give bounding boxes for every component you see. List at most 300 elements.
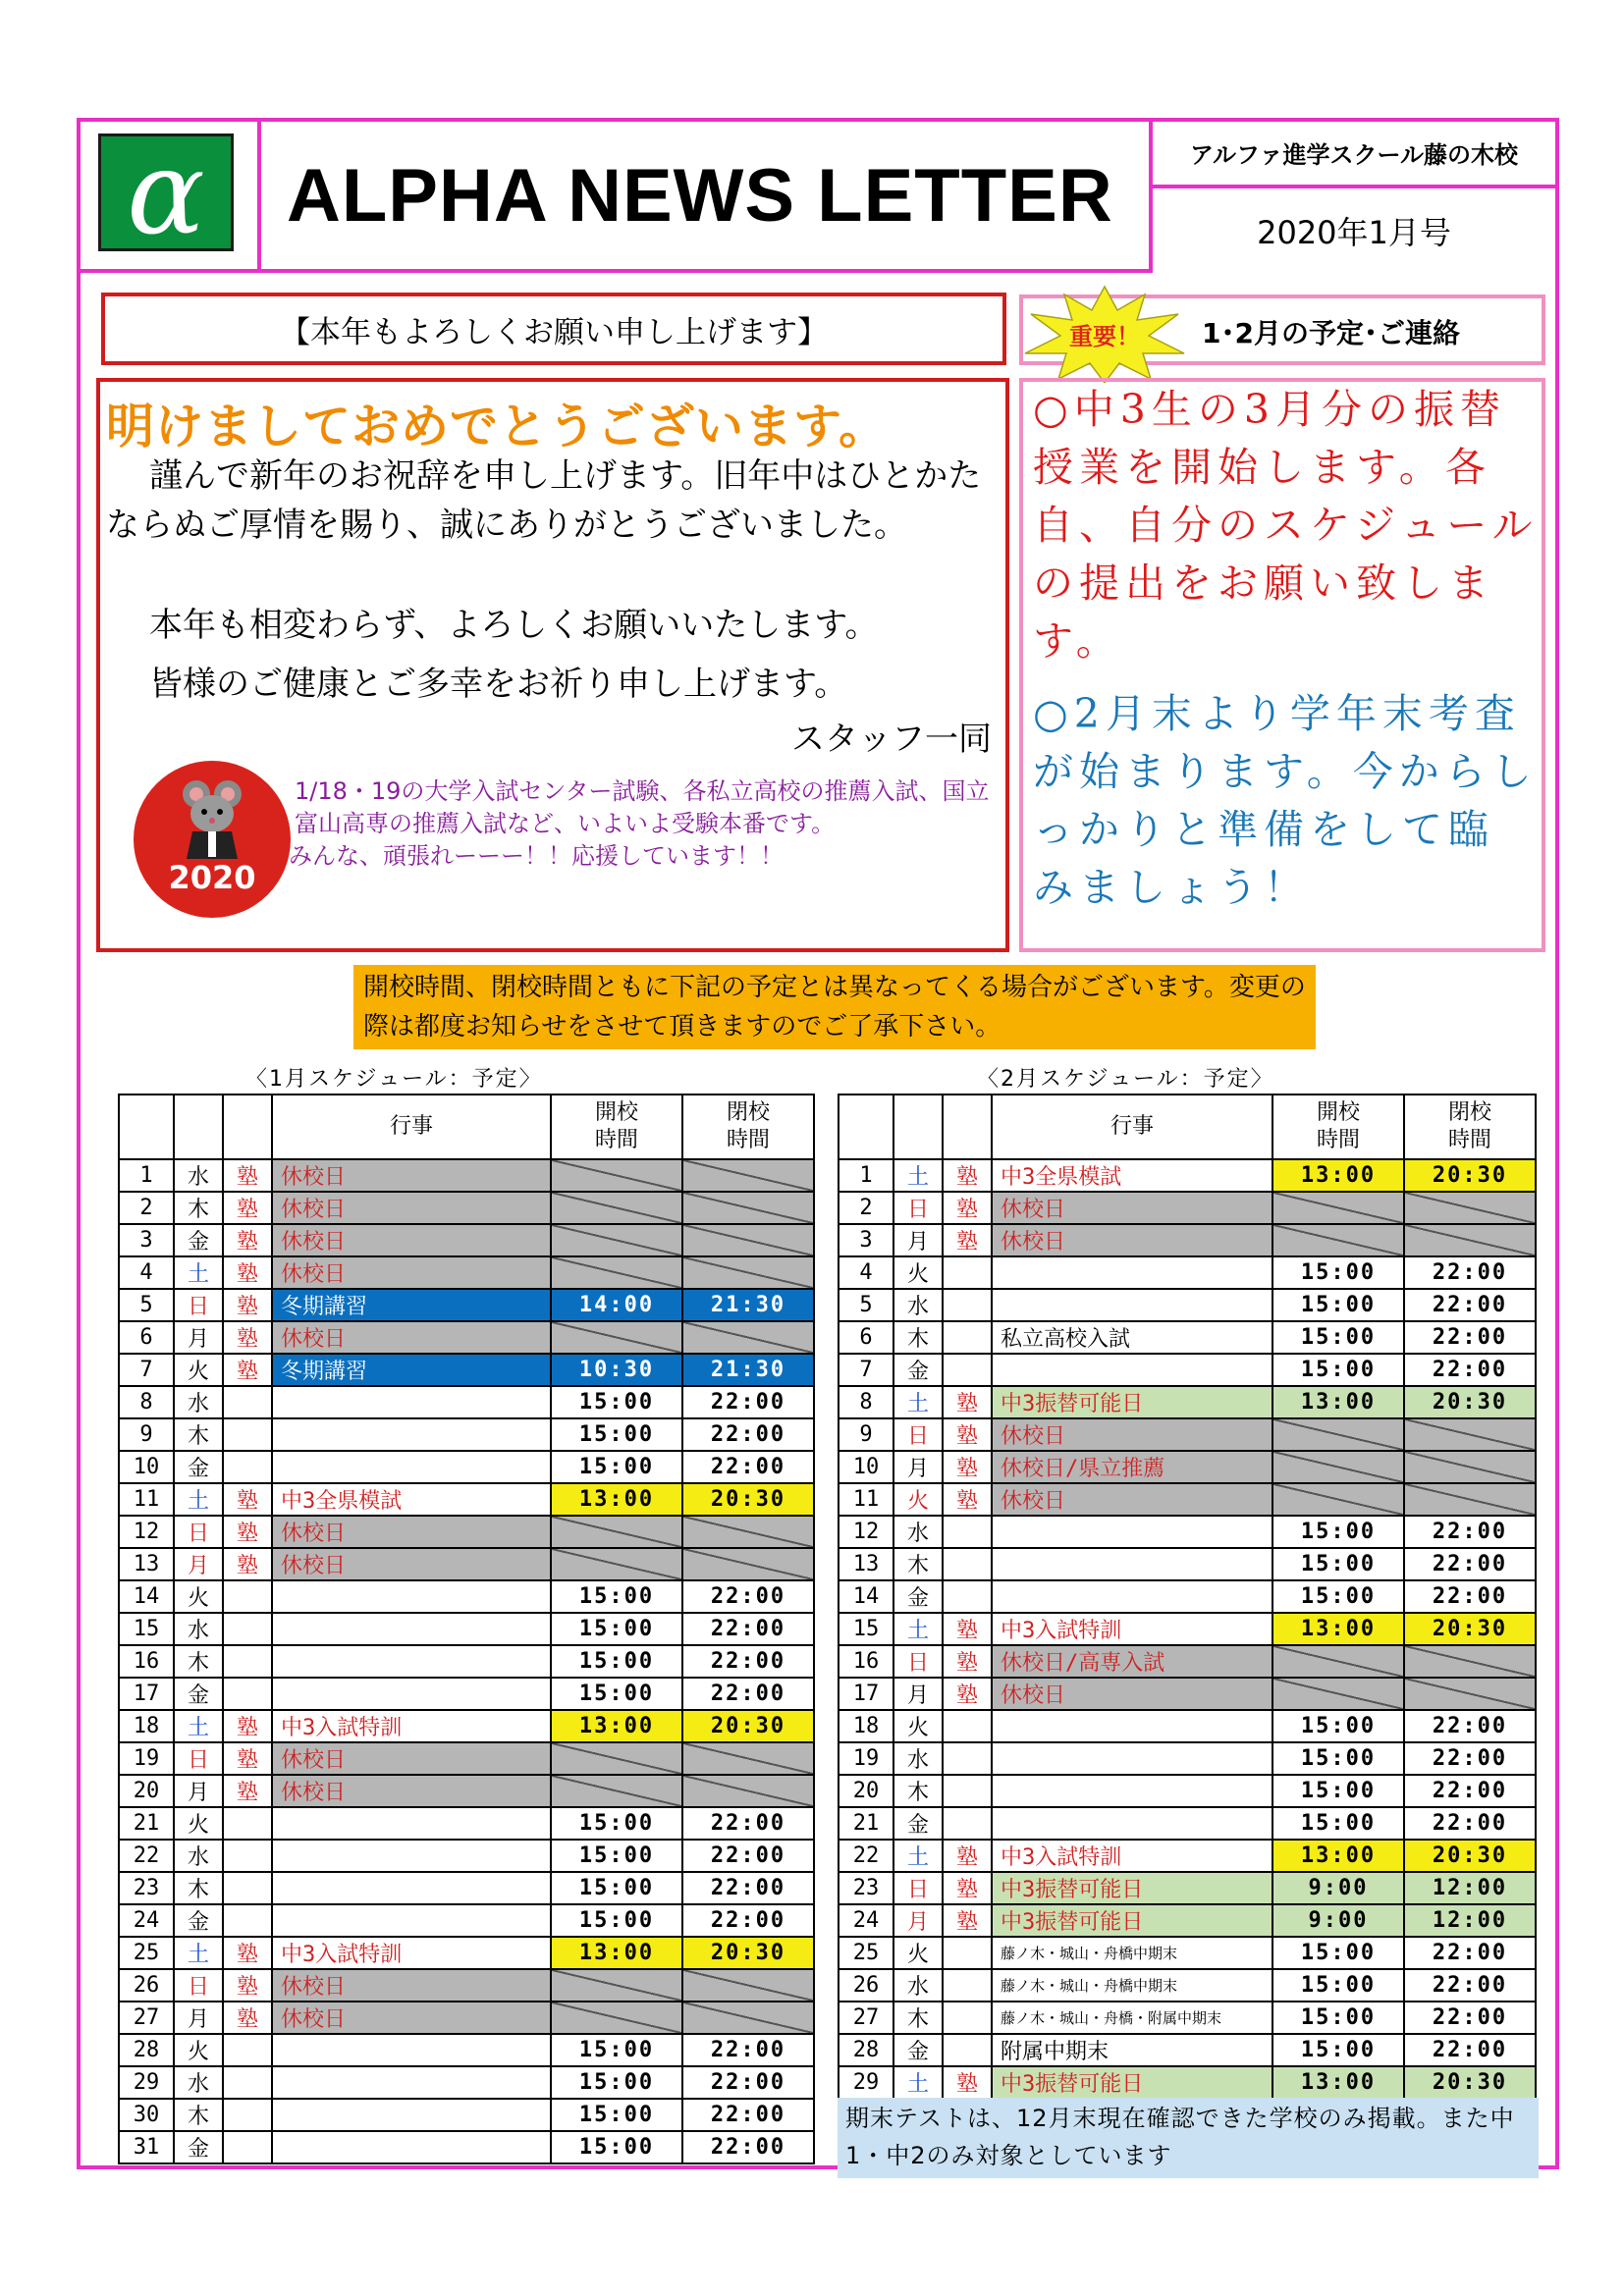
table-row bbox=[119, 1710, 814, 1742]
header-open: 開校時間 bbox=[551, 1095, 682, 1159]
close-time-cell: 22:00 bbox=[682, 1418, 814, 1451]
weekday-cell: 金 bbox=[174, 1451, 223, 1483]
close-time-cell: 12:00 bbox=[1404, 1872, 1536, 1904]
open-time-cell: 15:00 bbox=[551, 1418, 682, 1451]
day-cell: 29 bbox=[119, 2066, 174, 2099]
weekday-cell: 水 bbox=[174, 1386, 223, 1418]
juku-cell: 塾 bbox=[943, 1613, 992, 1645]
day-cell: 13 bbox=[839, 1548, 893, 1580]
day-cell: 24 bbox=[119, 1904, 174, 1937]
table-row bbox=[119, 1321, 814, 1354]
exam-note bbox=[289, 775, 994, 873]
table-row bbox=[839, 1937, 1536, 1969]
event-cell bbox=[992, 1289, 1272, 1321]
close-time-cell bbox=[682, 1548, 814, 1580]
day-cell: 1 bbox=[839, 1159, 893, 1192]
open-time-cell: 15:00 bbox=[1272, 1742, 1404, 1775]
day-cell: 19 bbox=[119, 1742, 174, 1775]
table-row bbox=[119, 1840, 814, 1872]
juku-cell bbox=[943, 1321, 992, 1354]
open-time-cell: 15:00 bbox=[551, 1872, 682, 1904]
weekday-cell: 土 bbox=[893, 1159, 943, 1192]
weekday-cell: 水 bbox=[893, 1742, 943, 1775]
open-time-cell: 13:00 bbox=[1272, 1840, 1404, 1872]
event-cell bbox=[272, 1580, 551, 1613]
day-cell: 24 bbox=[839, 1904, 893, 1937]
weekday-cell: 金 bbox=[893, 1580, 943, 1613]
day-cell: 11 bbox=[839, 1483, 893, 1516]
table-row bbox=[839, 1354, 1536, 1386]
table-row bbox=[119, 1645, 814, 1678]
juku-cell bbox=[943, 1256, 992, 1289]
juku-cell: 塾 bbox=[943, 1192, 992, 1224]
open-time-cell: 15:00 bbox=[551, 2099, 682, 2131]
january-schedule-table bbox=[118, 1094, 815, 2164]
event-cell: 藤ノ木・城山・舟橋中期末 bbox=[992, 1937, 1272, 1969]
weekday-cell: 土 bbox=[893, 1386, 943, 1418]
weekday-cell: 水 bbox=[174, 1840, 223, 1872]
close-time-cell bbox=[682, 1224, 814, 1256]
weekday-cell: 金 bbox=[893, 1807, 943, 1840]
day-cell: 21 bbox=[839, 1807, 893, 1840]
header-event: 行事 bbox=[992, 1095, 1272, 1159]
event-cell: 休校日 bbox=[272, 1321, 551, 1354]
juku-cell bbox=[223, 1418, 272, 1451]
table-row bbox=[839, 2034, 1536, 2066]
event-cell bbox=[992, 1548, 1272, 1580]
weekday-cell: 月 bbox=[174, 1321, 223, 1354]
open-time-cell bbox=[1272, 1678, 1404, 1710]
juku-cell: 塾 bbox=[223, 1321, 272, 1354]
table-row bbox=[839, 1159, 1536, 1192]
weekday-cell: 木 bbox=[174, 1872, 223, 1904]
open-time-cell: 15:00 bbox=[1272, 1548, 1404, 1580]
important-badge-label: 重要！ bbox=[1069, 323, 1140, 350]
juku-cell bbox=[223, 1451, 272, 1483]
weekday-cell: 火 bbox=[893, 1937, 943, 1969]
day-cell: 9 bbox=[839, 1418, 893, 1451]
close-time-cell: 20:30 bbox=[682, 1937, 814, 1969]
close-time-cell: 22:00 bbox=[682, 1645, 814, 1678]
open-time-cell: 15:00 bbox=[1272, 1807, 1404, 1840]
event-cell: 中3全県模試 bbox=[272, 1483, 551, 1516]
table-row bbox=[839, 1386, 1536, 1418]
table-row bbox=[119, 1224, 814, 1256]
day-cell: 15 bbox=[839, 1613, 893, 1645]
close-time-cell bbox=[682, 1969, 814, 2002]
event-cell: 休校日 bbox=[992, 1678, 1272, 1710]
table-row bbox=[839, 1321, 1536, 1354]
day-cell: 21 bbox=[119, 1807, 174, 1840]
event-cell: 中3振替可能日 bbox=[992, 1386, 1272, 1418]
close-time-cell bbox=[1404, 1678, 1536, 1710]
weekday-cell: 土 bbox=[174, 1710, 223, 1742]
weekday-cell: 木 bbox=[893, 2002, 943, 2034]
event-cell: 附属中期末 bbox=[992, 2034, 1272, 2066]
day-cell: 18 bbox=[119, 1710, 174, 1742]
january-caption: 〈1月スケジュール：予定〉 bbox=[245, 1067, 543, 1092]
juku-cell bbox=[223, 1840, 272, 1872]
day-cell: 28 bbox=[839, 2034, 893, 2066]
close-time-cell: 22:00 bbox=[1404, 1548, 1536, 1580]
close-time-cell bbox=[1404, 1224, 1536, 1256]
weekday-cell: 金 bbox=[174, 1904, 223, 1937]
exam-note-cheer: みんな、頑張れーーー！！応援しています！！ bbox=[289, 842, 784, 870]
juku-cell: 塾 bbox=[223, 1969, 272, 2002]
event-cell: 藤ノ木・城山・舟橋中期末 bbox=[992, 1969, 1272, 2002]
weekday-cell: 日 bbox=[893, 1872, 943, 1904]
day-cell: 20 bbox=[839, 1775, 893, 1807]
day-cell: 22 bbox=[119, 1840, 174, 1872]
day-cell: 3 bbox=[839, 1224, 893, 1256]
close-time-cell: 22:00 bbox=[682, 1580, 814, 1613]
open-time-cell: 13:00 bbox=[551, 1483, 682, 1516]
day-cell: 17 bbox=[839, 1678, 893, 1710]
greeting-paragraph-3: 皆様のご健康とご多幸をお祈り申し上げます。 bbox=[149, 665, 848, 704]
open-time-cell bbox=[551, 1775, 682, 1807]
notice-item-1: ○中3生の3月分の振替授業を開始します。各自、自分のスケジュールの提出をお願い致します。 bbox=[1033, 386, 1539, 665]
event-cell: 休校日 bbox=[272, 2002, 551, 2034]
day-cell: 14 bbox=[839, 1580, 893, 1613]
close-time-cell bbox=[1404, 1483, 1536, 1516]
table-row bbox=[119, 1548, 814, 1580]
juku-cell bbox=[943, 1710, 992, 1742]
event-cell bbox=[272, 1645, 551, 1678]
day-cell: 12 bbox=[839, 1516, 893, 1548]
day-cell: 28 bbox=[119, 2034, 174, 2066]
weekday-cell: 月 bbox=[174, 1548, 223, 1580]
day-cell: 17 bbox=[119, 1678, 174, 1710]
day-cell: 2 bbox=[839, 1192, 893, 1224]
table-row bbox=[119, 1775, 814, 1807]
event-cell: 休校日 bbox=[992, 1483, 1272, 1516]
open-time-cell: 15:00 bbox=[1272, 1580, 1404, 1613]
close-time-cell bbox=[682, 1192, 814, 1224]
open-time-cell: 10:30 bbox=[551, 1354, 682, 1386]
header-open: 開校時間 bbox=[1272, 1095, 1404, 1159]
event-cell: 私立高校入試 bbox=[992, 1321, 1272, 1354]
newsletter-title: ALPHA NEWS LETTER bbox=[287, 154, 1113, 238]
table-row bbox=[839, 1742, 1536, 1775]
juku-cell bbox=[223, 2066, 272, 2099]
juku-cell: 塾 bbox=[223, 1354, 272, 1386]
weekday-cell: 土 bbox=[174, 1937, 223, 1969]
day-cell: 8 bbox=[839, 1386, 893, 1418]
open-time-cell bbox=[551, 1159, 682, 1192]
event-cell bbox=[992, 1807, 1272, 1840]
weekday-cell: 水 bbox=[893, 1969, 943, 2002]
weekday-cell: 日 bbox=[893, 1192, 943, 1224]
weekday-cell: 日 bbox=[174, 1742, 223, 1775]
juku-cell: 塾 bbox=[943, 1483, 992, 1516]
table-row bbox=[119, 2066, 814, 2099]
close-time-cell bbox=[1404, 1451, 1536, 1483]
event-cell bbox=[992, 1742, 1272, 1775]
close-time-cell: 22:00 bbox=[1404, 1969, 1536, 2002]
event-cell: 中3入試特訓 bbox=[992, 1840, 1272, 1872]
juku-cell: 塾 bbox=[943, 1904, 992, 1937]
close-time-cell bbox=[1404, 1418, 1536, 1451]
weekday-cell: 月 bbox=[893, 1678, 943, 1710]
weekday-cell: 水 bbox=[174, 2066, 223, 2099]
table-row bbox=[119, 2131, 814, 2163]
close-time-cell: 22:00 bbox=[1404, 1516, 1536, 1548]
table-row bbox=[119, 2099, 814, 2131]
open-time-cell: 14:00 bbox=[551, 1289, 682, 1321]
juku-cell bbox=[223, 1807, 272, 1840]
open-time-cell: 15:00 bbox=[551, 1451, 682, 1483]
juku-cell: 塾 bbox=[223, 1224, 272, 1256]
day-cell: 5 bbox=[119, 1289, 174, 1321]
close-time-cell: 22:00 bbox=[1404, 1742, 1536, 1775]
table-row bbox=[839, 2002, 1536, 2034]
event-cell: 中3振替可能日 bbox=[992, 2066, 1272, 2099]
close-time-cell: 22:00 bbox=[682, 2066, 814, 2099]
juku-cell bbox=[943, 2002, 992, 2034]
day-cell: 10 bbox=[119, 1451, 174, 1483]
header-juku bbox=[943, 1095, 992, 1159]
close-time-cell: 22:00 bbox=[1404, 2034, 1536, 2066]
weekday-cell: 日 bbox=[893, 1645, 943, 1678]
day-cell: 8 bbox=[119, 1386, 174, 1418]
open-time-cell bbox=[1272, 1418, 1404, 1451]
juku-cell: 塾 bbox=[223, 1192, 272, 1224]
open-time-cell bbox=[551, 1192, 682, 1224]
open-time-cell: 15:00 bbox=[551, 1645, 682, 1678]
open-time-cell: 15:00 bbox=[1272, 1321, 1404, 1354]
february-footnote: 期末テストは、12月末現在確認できた学校のみ掲載。また中1・中2のみ対象としています bbox=[838, 2098, 1539, 2178]
day-cell: 27 bbox=[839, 2002, 893, 2034]
event-cell: 休校日 bbox=[272, 1159, 551, 1192]
school-name: アルファ進学スクール藤の木校 bbox=[1189, 141, 1519, 169]
event-cell: 中3入試特訓 bbox=[992, 1613, 1272, 1645]
close-time-cell: 22:00 bbox=[682, 1807, 814, 1840]
weekday-cell: 月 bbox=[893, 1451, 943, 1483]
close-time-cell: 22:00 bbox=[682, 2099, 814, 2131]
table-row bbox=[119, 1256, 814, 1289]
table-row bbox=[839, 2066, 1536, 2099]
day-cell: 11 bbox=[119, 1483, 174, 1516]
header-day bbox=[119, 1095, 174, 1159]
close-time-cell: 12:00 bbox=[1404, 1904, 1536, 1937]
open-time-cell: 15:00 bbox=[551, 2066, 682, 2099]
day-cell: 3 bbox=[119, 1224, 174, 1256]
event-cell: 休校日 bbox=[272, 1742, 551, 1775]
event-cell: 休校日 bbox=[272, 1192, 551, 1224]
open-time-cell bbox=[1272, 1192, 1404, 1224]
close-time-cell bbox=[682, 1516, 814, 1548]
event-cell bbox=[272, 2034, 551, 2066]
day-cell: 23 bbox=[119, 1872, 174, 1904]
weekday-cell: 水 bbox=[893, 1516, 943, 1548]
juku-cell: 塾 bbox=[223, 1289, 272, 1321]
weekday-cell: 土 bbox=[174, 1256, 223, 1289]
table-row bbox=[119, 2034, 814, 2066]
event-cell bbox=[992, 1580, 1272, 1613]
table-row bbox=[119, 1742, 814, 1775]
open-time-cell: 15:00 bbox=[551, 1904, 682, 1937]
event-cell: 休校日/高専入試 bbox=[992, 1645, 1272, 1678]
table-row bbox=[839, 1516, 1536, 1548]
juku-cell bbox=[223, 2034, 272, 2066]
open-time-cell: 15:00 bbox=[1272, 1775, 1404, 1807]
open-time-cell: 15:00 bbox=[1272, 1354, 1404, 1386]
weekday-cell: 木 bbox=[174, 1645, 223, 1678]
open-time-cell: 15:00 bbox=[551, 1678, 682, 1710]
weekday-cell: 日 bbox=[174, 1969, 223, 2002]
table-header-row bbox=[839, 1095, 1536, 1159]
header-event: 行事 bbox=[272, 1095, 551, 1159]
juku-cell bbox=[943, 1516, 992, 1548]
juku-cell bbox=[223, 1386, 272, 1418]
juku-cell: 塾 bbox=[223, 1516, 272, 1548]
open-time-cell: 9:00 bbox=[1272, 1904, 1404, 1937]
event-cell bbox=[272, 1678, 551, 1710]
open-time-cell bbox=[551, 2002, 682, 2034]
event-cell bbox=[272, 1904, 551, 1937]
juku-cell bbox=[943, 1969, 992, 2002]
open-time-cell: 15:00 bbox=[551, 1807, 682, 1840]
table-row bbox=[119, 1872, 814, 1904]
open-time-cell: 15:00 bbox=[1272, 1969, 1404, 2002]
open-time-cell: 13:00 bbox=[1272, 1159, 1404, 1192]
open-time-cell: 15:00 bbox=[1272, 1710, 1404, 1742]
event-cell bbox=[992, 1775, 1272, 1807]
juku-cell bbox=[943, 1548, 992, 1580]
weekday-cell: 木 bbox=[893, 1321, 943, 1354]
juku-cell bbox=[223, 1904, 272, 1937]
open-time-cell: 15:00 bbox=[551, 2131, 682, 2163]
table-row bbox=[839, 1710, 1536, 1742]
day-cell: 4 bbox=[119, 1256, 174, 1289]
header-weekday bbox=[174, 1095, 223, 1159]
open-time-cell: 15:00 bbox=[1272, 1937, 1404, 1969]
day-cell: 7 bbox=[839, 1354, 893, 1386]
open-time-cell bbox=[1272, 1645, 1404, 1678]
greeting-title: 明けましておめでとうございます。 bbox=[106, 399, 889, 454]
february-schedule-table bbox=[838, 1094, 1537, 2100]
open-time-cell bbox=[551, 1224, 682, 1256]
table-header-row bbox=[119, 1095, 814, 1159]
juku-cell: 塾 bbox=[223, 1710, 272, 1742]
weekday-cell: 火 bbox=[893, 1710, 943, 1742]
open-time-cell: 15:00 bbox=[1272, 2034, 1404, 2066]
open-time-cell: 15:00 bbox=[1272, 1516, 1404, 1548]
weekday-cell: 火 bbox=[174, 1354, 223, 1386]
close-time-cell: 21:30 bbox=[682, 1354, 814, 1386]
open-time-cell: 13:00 bbox=[1272, 1386, 1404, 1418]
day-cell: 25 bbox=[119, 1937, 174, 1969]
close-time-cell: 22:00 bbox=[682, 2131, 814, 2163]
day-cell: 26 bbox=[839, 1969, 893, 2002]
juku-cell bbox=[943, 1580, 992, 1613]
day-cell: 19 bbox=[839, 1742, 893, 1775]
juku-cell bbox=[943, 1775, 992, 1807]
greeting-heading: 【本年もよろしくお願い申し上げます】 bbox=[101, 293, 1006, 365]
close-time-cell: 22:00 bbox=[1404, 1937, 1536, 1969]
juku-cell bbox=[223, 1678, 272, 1710]
event-cell: 冬期講習 bbox=[272, 1289, 551, 1321]
juku-cell: 塾 bbox=[223, 1256, 272, 1289]
open-time-cell: 15:00 bbox=[1272, 1289, 1404, 1321]
juku-cell: 塾 bbox=[943, 2066, 992, 2099]
juku-cell bbox=[223, 2131, 272, 2163]
day-cell: 4 bbox=[839, 1256, 893, 1289]
issue-date: 2020年1月号 bbox=[1257, 214, 1451, 251]
day-cell: 30 bbox=[119, 2099, 174, 2131]
day-cell: 22 bbox=[839, 1840, 893, 1872]
event-cell bbox=[272, 1872, 551, 1904]
weekday-cell: 土 bbox=[893, 1613, 943, 1645]
day-cell: 2 bbox=[119, 1192, 174, 1224]
notice-heading: 1･2月の予定･ご連絡 bbox=[1202, 317, 1460, 349]
day-cell: 9 bbox=[119, 1418, 174, 1451]
event-cell: 中3全県模試 bbox=[992, 1159, 1272, 1192]
weekday-cell: 土 bbox=[893, 1840, 943, 1872]
event-cell bbox=[272, 2131, 551, 2163]
weekday-cell: 日 bbox=[174, 1516, 223, 1548]
close-time-cell bbox=[682, 1159, 814, 1192]
open-time-cell: 15:00 bbox=[551, 2034, 682, 2066]
day-cell: 7 bbox=[119, 1354, 174, 1386]
day-cell: 31 bbox=[119, 2131, 174, 2163]
close-time-cell: 22:00 bbox=[682, 1386, 814, 1418]
table-row bbox=[839, 1483, 1536, 1516]
weekday-cell: 木 bbox=[893, 1775, 943, 1807]
juku-cell: 塾 bbox=[943, 1386, 992, 1418]
event-cell: 休校日 bbox=[272, 1256, 551, 1289]
close-time-cell: 22:00 bbox=[1404, 1775, 1536, 1807]
event-cell bbox=[272, 2066, 551, 2099]
table-row bbox=[839, 1451, 1536, 1483]
event-cell bbox=[992, 1354, 1272, 1386]
table-row bbox=[839, 1969, 1536, 2002]
event-cell: 休校日 bbox=[272, 1969, 551, 2002]
greeting-signature: スタッフ一同 bbox=[791, 720, 992, 759]
day-cell: 6 bbox=[119, 1321, 174, 1354]
event-cell bbox=[272, 1386, 551, 1418]
important-burst-icon bbox=[1021, 285, 1188, 383]
close-time-cell: 20:30 bbox=[1404, 2066, 1536, 2099]
juku-cell bbox=[223, 1872, 272, 1904]
juku-cell: 塾 bbox=[943, 1451, 992, 1483]
event-cell bbox=[272, 2099, 551, 2131]
weekday-cell: 月 bbox=[893, 1224, 943, 1256]
juku-cell bbox=[943, 1289, 992, 1321]
event-cell: 休校日/県立推薦 bbox=[992, 1451, 1272, 1483]
table-row bbox=[119, 1613, 814, 1645]
juku-cell: 塾 bbox=[223, 1159, 272, 1192]
table-row bbox=[119, 1354, 814, 1386]
weekday-cell: 月 bbox=[174, 1775, 223, 1807]
weekday-cell: 金 bbox=[174, 1224, 223, 1256]
event-cell: 中3振替可能日 bbox=[992, 1872, 1272, 1904]
weekday-cell: 金 bbox=[174, 1678, 223, 1710]
table-row bbox=[839, 1775, 1536, 1807]
day-cell: 23 bbox=[839, 1872, 893, 1904]
open-time-cell bbox=[551, 1321, 682, 1354]
close-time-cell: 20:30 bbox=[1404, 1159, 1536, 1192]
event-cell: 休校日 bbox=[272, 1516, 551, 1548]
table-row bbox=[119, 1937, 814, 1969]
juku-cell: 塾 bbox=[223, 1937, 272, 1969]
header-weekday bbox=[893, 1095, 943, 1159]
table-row bbox=[119, 1678, 814, 1710]
juku-cell bbox=[943, 1807, 992, 1840]
table-row bbox=[119, 1289, 814, 1321]
alpha-logo-glyph: α bbox=[127, 125, 205, 260]
close-time-cell bbox=[682, 1321, 814, 1354]
